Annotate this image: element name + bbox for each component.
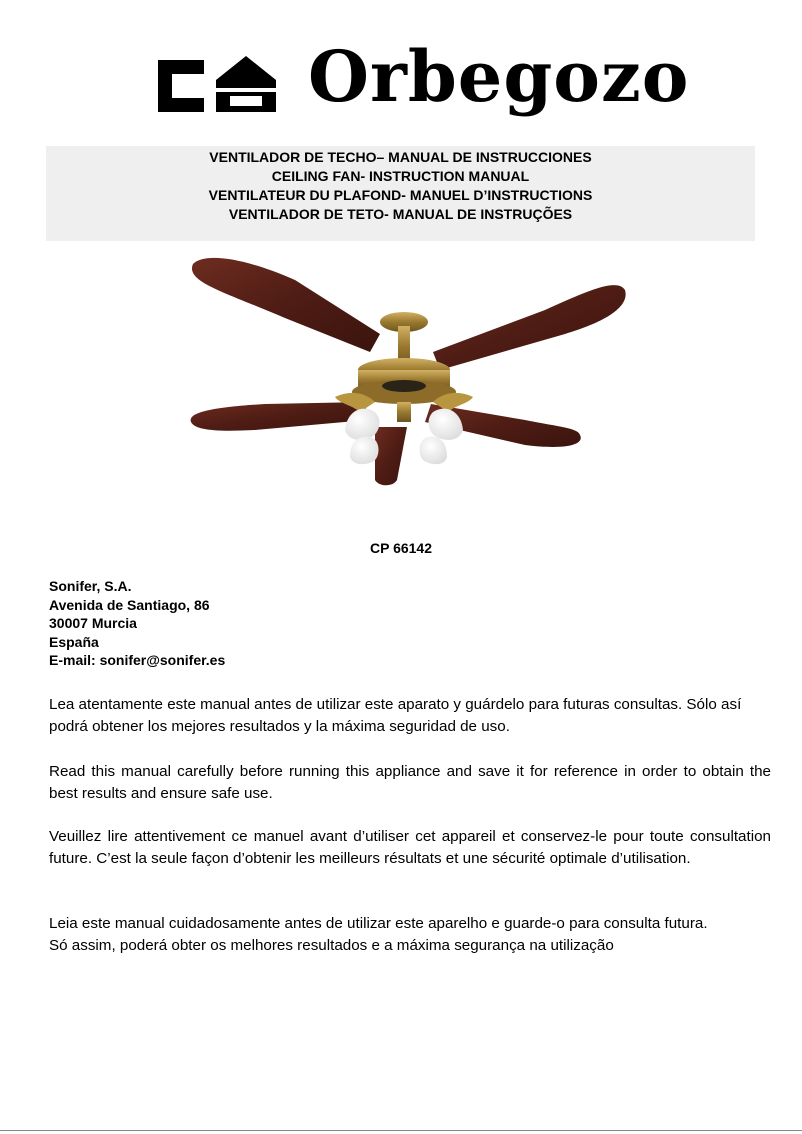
title-es: VENTILADOR DE TECHO– MANUAL DE INSTRUCCIONES [209,149,592,165]
notice-portuguese-line-2: Só assim, poderá obter os melhores resultados e a máxima segurança na utilização [49,936,614,954]
company-address [49,577,225,670]
address-country: España [49,633,99,650]
notice-french: Veuillez lire attentivement ce manuel avant d’utiliser cet appareil et conservez-le pour toute consultation future. C’est la seule façon d’obtenir les meilleurs résultats et une sécurité optimale d’utilisation. [49,828,771,867]
company-name: Sonifer, S.A. [49,578,132,594]
notice-portuguese [49,913,771,956]
title-en: CEILING FAN- INSTRUCTION MANUAL [271,168,530,184]
address-city: 30007 Murcia [49,615,137,631]
notice-english: Read this manual carefully before running this appliance and save it for reference in order to obtain the best results and ensure safe use. [49,763,771,802]
model-number: CP 66142 [369,540,432,556]
title-pt: VENTILADOR DE TETO- MANUAL DE INSTRUÇÕES [228,206,573,222]
brand-wordmark: Orbegozo [308,35,690,118]
ceiling-fan-image [185,252,630,487]
notice-spanish: Lea atentamente este manual antes de utilizar este aparato y guárdelo para futuras consultas. Sólo así podrá obtener los mejores resultados y la máxima seguridad de uso. [49,696,742,735]
manual-title-box [46,146,755,241]
orbegozo-house-icon [158,50,276,112]
notice-portuguese-line-1: Leia este manual cuidadosamente antes de utilizar este aparelho e guarde-o para consulta futura. [49,915,708,932]
brand-logo [158,35,690,120]
page-bottom-rule [0,1130,802,1131]
company-email: E-mail: sonifer@sonifer.es [49,652,226,668]
title-fr: VENTILATEUR DU PLAFOND- MANUEL D’INSTRUCTIONS [208,187,593,203]
address-street: Avenida de Santiago, 86 [49,596,210,613]
